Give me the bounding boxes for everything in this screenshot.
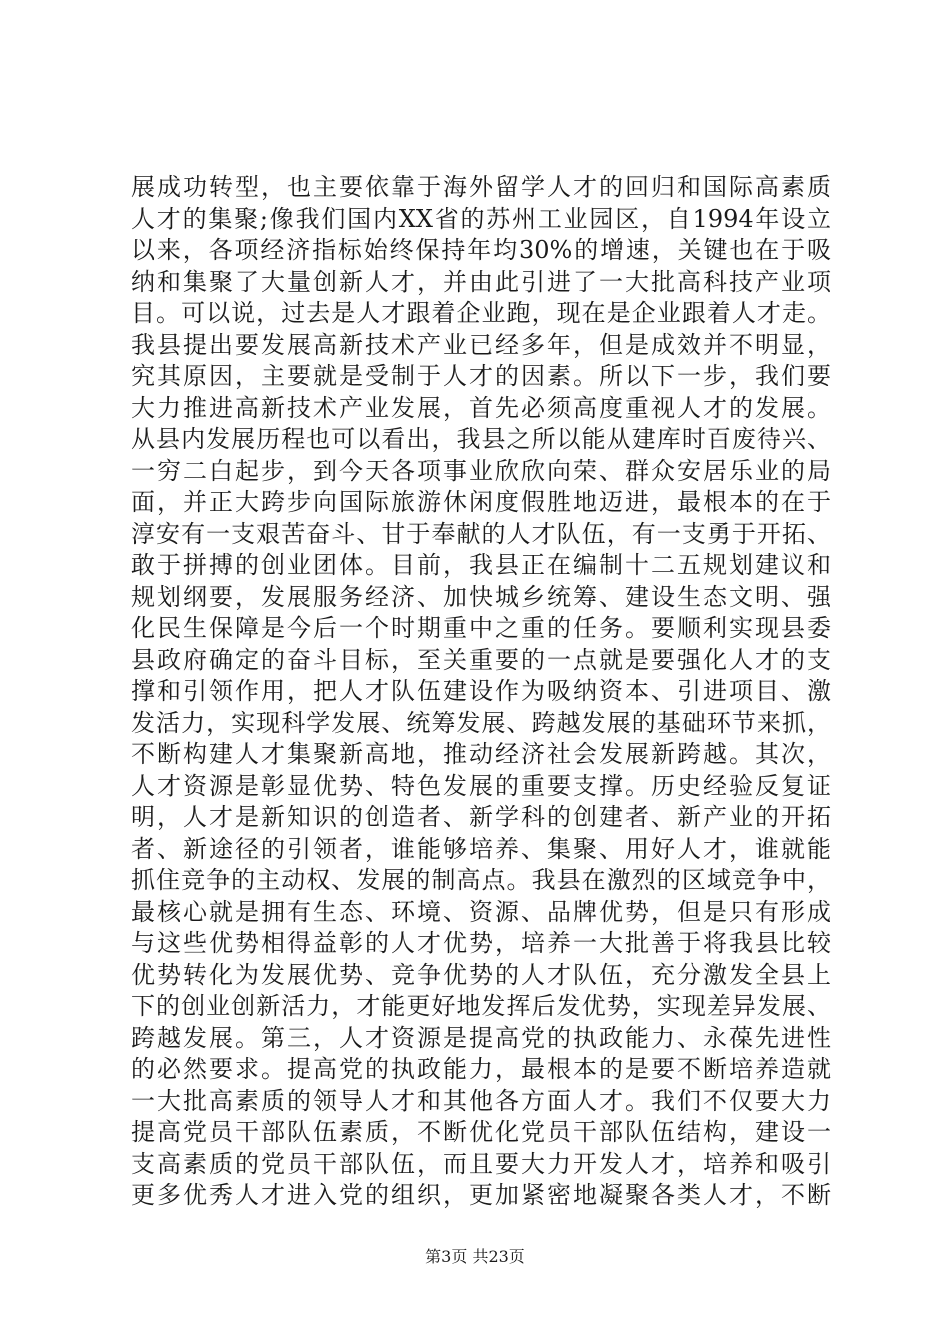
text-line: 提高党员干部队伍素质，不断优化党员干部队伍结构，建设一 [131, 1118, 831, 1146]
text-line: 支高素质的党员干部队伍，而且要大力开发人才，培养和吸引 [131, 1149, 831, 1178]
text-line: 规划纲要，发展服务经济、加快城乡统筹、建设生态文明、强 [131, 582, 831, 611]
text-line: 我县提出要发展高新技术产业已经多年，但是成效并不明显， [131, 330, 831, 359]
text-line: 县政府确定的奋斗目标，至关重要的一点就是要强化人才的支 [131, 645, 831, 674]
text-line: 的必然要求。提高党的执政能力，最根本的是要不断培养造就 [131, 1055, 831, 1083]
text-line: 人才的集聚;像我们国内XX省的苏州工业园区，自1994年设立 [131, 204, 831, 233]
text-line: 更多优秀人才进入党的组织，更加紧密地凝聚各类人才，不断 [131, 1181, 831, 1209]
text-line: 敢于拼搏的创业团体。目前，我县正在编制十二五规划建议和 [131, 551, 831, 579]
text-line: 优势转化为发展优势、竞争优势的人才队伍，充分激发全县上 [131, 960, 831, 989]
text-line: 抓住竞争的主动权、发展的制高点。我县在激烈的区域竞争中， [131, 866, 831, 894]
text-line: 明，人才是新知识的创造者、新学科的创建者、新产业的开拓 [131, 803, 831, 831]
text-line: 最核心就是拥有生态、环境、资源、品牌优势，但是只有形成 [131, 897, 831, 926]
text-line: 以来，各项经济指标始终保持年均30%的增速，关键也在于吸 [131, 236, 831, 264]
page-footer: 第3页 共23页 [425, 1247, 525, 1266]
text-line: 一大批高素质的领导人才和其他各方面人才。我们不仅要大力 [131, 1086, 831, 1115]
text-line: 目。可以说，过去是人才跟着企业跑，现在是企业跟着人才走。 [131, 299, 831, 327]
text-line: 大力推进高新技术产业发展，首先必须高度重视人才的发展。 [131, 393, 831, 422]
text-line: 与这些优势相得益彰的人才优势，培养一大批善于将我县比较 [131, 929, 831, 957]
text-line: 跨越发展。第三，人才资源是提高党的执政能力、永葆先进性 [131, 1023, 831, 1052]
text-line: 一穷二白起步，到今天各项事业欣欣向荣、群众安居乐业的局 [131, 456, 831, 485]
text-line: 撑和引领作用，把人才队伍建设作为吸纳资本、引进项目、激 [131, 677, 831, 705]
text-line: 化民生保障是今后一个时期重中之重的任务。要顺利实现县委 [131, 614, 831, 642]
text-line: 从县内发展历程也可以看出，我县之所以能从建库时百废待兴、 [131, 425, 831, 453]
text-line: 人才资源是彰显优势、特色发展的重要支撑。历史经验反复证 [131, 771, 831, 800]
text-line: 展成功转型，也主要依靠于海外留学人才的回归和国际高素质 [131, 173, 831, 201]
text-line: 者、新途径的引领者，谁能够培养、集聚、用好人才，谁就能 [131, 834, 831, 863]
text-line: 究其原因，主要就是受制于人才的因素。所以下一步，我们要 [131, 362, 831, 390]
text-line: 不断构建人才集聚新高地，推动经济社会发展新跨越。其次， [131, 740, 831, 768]
text-line: 面，并正大跨步向国际旅游休闲度假胜地迈进，最根本的在于 [131, 488, 831, 516]
text-line: 发活力，实现科学发展、统筹发展、跨越发展的基础环节来抓， [131, 708, 831, 737]
text-line: 下的创业创新活力，才能更好地发挥后发优势，实现差异发展、 [131, 992, 831, 1020]
body-paragraph [131, 172, 831, 1212]
text-line: 淳安有一支艰苦奋斗、甘于奉献的人才队伍，有一支勇于开拓、 [131, 519, 831, 548]
text-line: 纳和集聚了大量创新人才，并由此引进了一大批高科技产业项 [131, 267, 831, 296]
